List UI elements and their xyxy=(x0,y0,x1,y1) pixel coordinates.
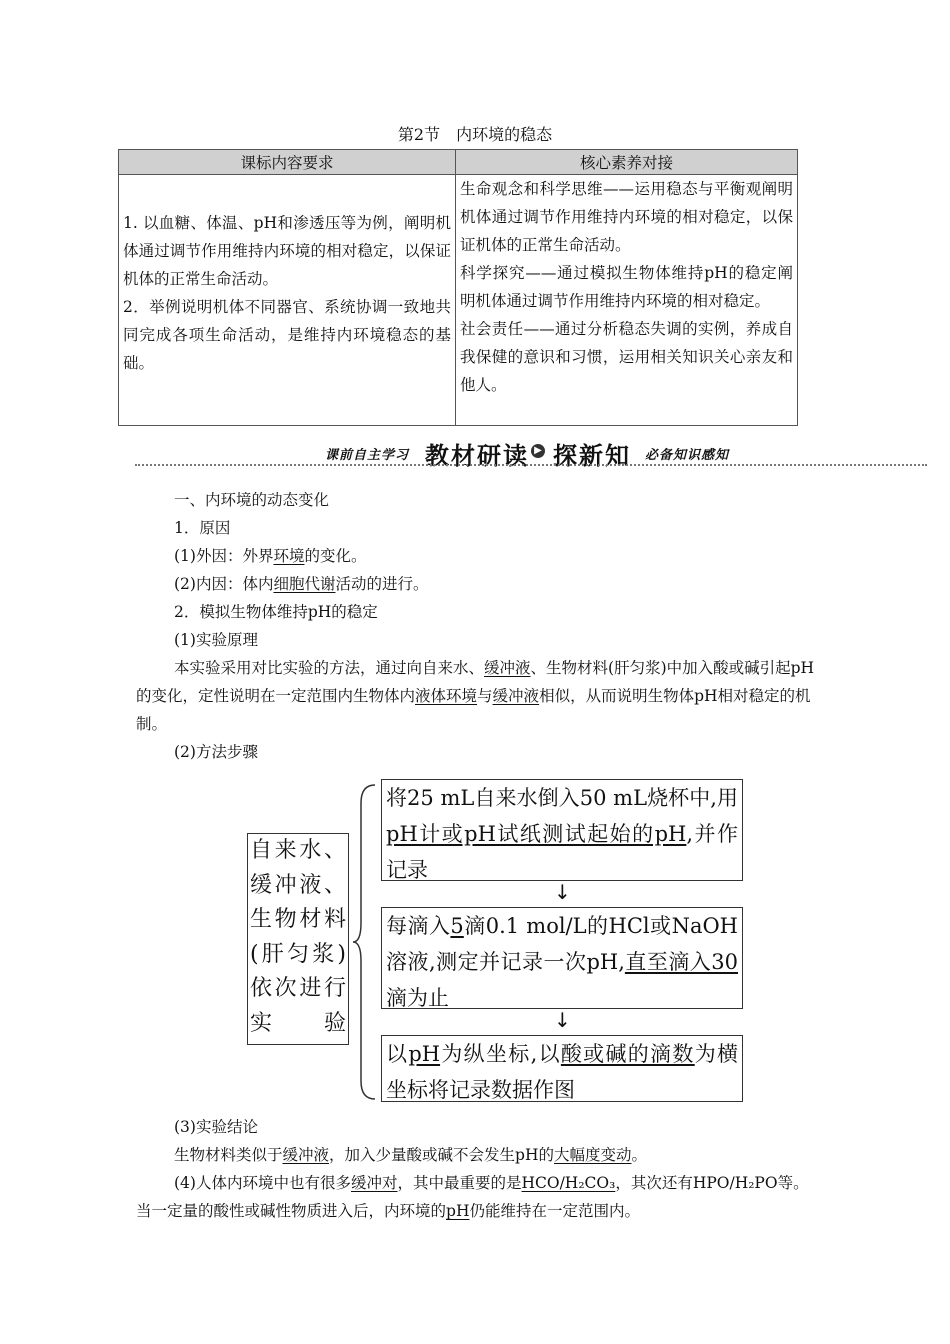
standard-item: 2．举例说明机体不同器官、系统协调一致地共同完成各项生命活动，是维持内环境稳态的基础。 xyxy=(123,298,451,372)
method-heading: (2)方法步骤 xyxy=(174,743,258,761)
curly-brace-icon xyxy=(353,783,377,1101)
flow-step-3: 以pH为纵坐标,以酸或碱的滴数为横坐标将记录数据作图 xyxy=(381,1035,743,1102)
competency-item: 社会责任——通过分析稳态失调的实例，养成自我保健的意识和习惯，运用相关知识关心亲友和他人。 xyxy=(460,320,793,394)
competency-item: 科学探究——通过模拟生物体维持pH的稳定阐明机体通过调节作用维持内环境的相对稳定。 xyxy=(460,264,793,310)
flow-subject-box: 自来水、缓冲液、生物材料(肝匀浆)依次进行实验 xyxy=(247,833,349,1045)
conclusion-heading: (3)实验结论 xyxy=(174,1118,258,1136)
table-header-right: 核心素养对接 xyxy=(456,150,798,175)
buffer-paragraph: (4)人体内环境中也有很多缓冲对，其中最重要的是HCO/H₂CO₃，其次还有HPO/H₂PO等。当一定量的酸性或碱性物质进入后，内环境的pH仍能维持在一定范围内。 xyxy=(136,1174,809,1220)
standards-table xyxy=(118,149,798,426)
banner-arrow-icon: ▶ xyxy=(531,444,545,458)
external-cause: (1)外因：外界环境的变化。 xyxy=(174,547,367,565)
principle-heading: (1)实验原理 xyxy=(174,631,258,649)
flow-step-1: 将25 mL自来水倒入50 mL烧杯中,用pH计或pH试纸测试起始的pH,并作记录 xyxy=(381,779,743,881)
banner-left-label: 课前自主学习 xyxy=(325,448,410,463)
standards-cell xyxy=(119,175,456,426)
internal-cause: (2)内因：体内细胞代谢活动的进行。 xyxy=(174,575,429,593)
section-banner xyxy=(135,436,927,468)
arrow-down-icon: ↓ xyxy=(554,880,571,904)
banner-right-label: 必备知识感知 xyxy=(645,448,730,463)
standard-item: 1. 以血糖、体温、pH和渗透压等为例，阐明机体通过调节作用维持内环境的相对稳定，以保证机体的正常生命活动。 xyxy=(123,214,451,288)
principle-paragraph: 本实验采用对比实验的方法，通过向自来水、缓冲液、生物材料(肝匀浆)中加入酸或碱引起pH的变化，定性说明在一定范围内生物体内液体环境与缓冲液相似，从而说明生物体pH相对稳定的机制。 xyxy=(136,659,815,733)
banner-title-right: 探新知 xyxy=(553,442,631,470)
page-title: 第2节 内环境的稳态 xyxy=(397,125,553,144)
flow-step-2: 每滴入5滴0.1 mol/L的HCl或NaOH溶液,测定并记录一次pH,直至滴入30滴为止 xyxy=(381,907,743,1009)
banner-divider xyxy=(135,464,927,466)
conclusion-paragraph: 生物材料类似于缓冲液，加入少量酸或碱不会发生pH的大幅度变动。 xyxy=(174,1146,648,1164)
heading-1-1: 1．原因 xyxy=(174,519,231,537)
competency-cell xyxy=(456,175,798,426)
arrow-down-icon: ↓ xyxy=(554,1008,571,1032)
banner-title-left: 教材研读 xyxy=(425,442,529,470)
heading-1-2: 2．模拟生物体维持pH的稳定 xyxy=(174,603,378,621)
heading-1: 一、内环境的动态变化 xyxy=(174,491,330,509)
content-lower xyxy=(136,1113,818,1225)
content-upper xyxy=(136,486,818,766)
competency-item: 生命观念和科学思维——运用稳态与平衡观阐明机体通过调节作用维持内环境的相对稳定，以保证机体的正常生命活动。 xyxy=(460,180,793,254)
table-header-left: 课标内容要求 xyxy=(119,150,456,175)
